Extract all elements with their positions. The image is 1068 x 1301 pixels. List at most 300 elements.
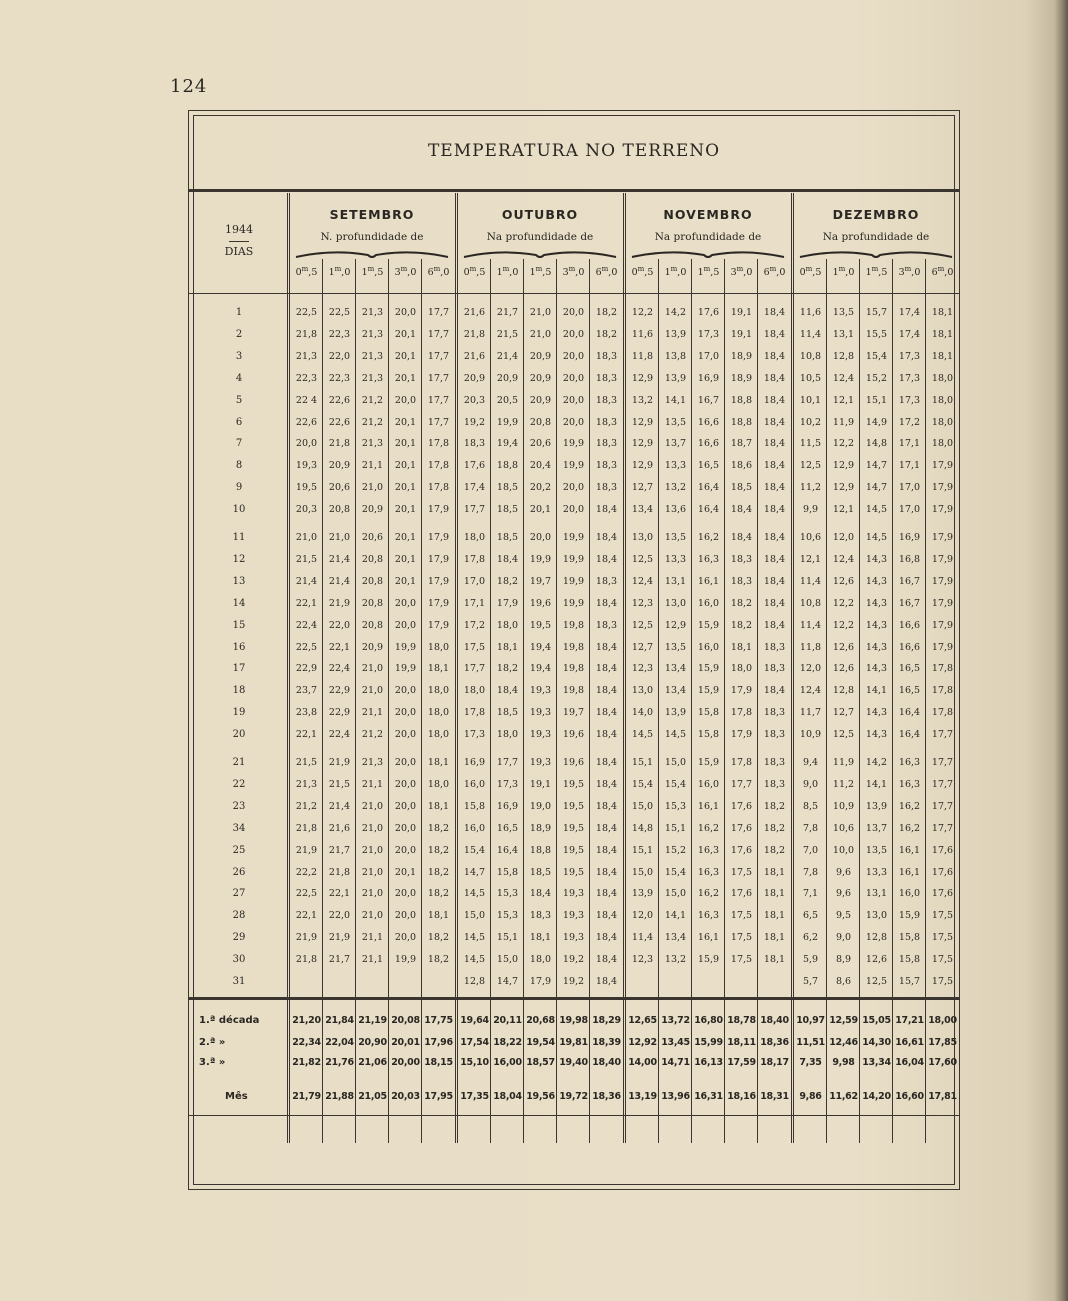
temperature-cell: 16,4	[697, 504, 720, 516]
temperature-cell: 20,1	[394, 575, 417, 587]
depth-header: 0$^m$,5	[295, 265, 318, 279]
temperature-cell: 22,0	[328, 350, 351, 362]
summary-cell: 12,65	[628, 1015, 657, 1026]
temperature-cell: 17,9	[496, 597, 519, 609]
temperature-cell: 21,0	[361, 685, 384, 697]
summary-cell: 18,22	[493, 1037, 522, 1048]
temperature-cell: 16,4	[697, 482, 720, 494]
temperature-cell: 17,7	[427, 307, 450, 318]
dias-divider	[229, 241, 249, 242]
temperature-cell: 20,9	[328, 460, 351, 472]
temperature-cell: 18,3	[763, 641, 786, 653]
summary-cell: 18,17	[760, 1057, 789, 1068]
temperature-cell: 11,4	[799, 575, 822, 587]
column-separator	[490, 259, 491, 1143]
summary-cell: 13,34	[862, 1057, 891, 1068]
temperature-cell: 17,5	[931, 910, 954, 922]
temperature-cell: 19,2	[562, 976, 585, 987]
temperature-cell: 21,0	[529, 307, 552, 318]
temperature-cell: 17,5	[730, 954, 753, 966]
temperature-cell: 22 4	[295, 394, 318, 406]
summary-cell: 15,99	[694, 1037, 723, 1048]
temperature-cell: 18,4	[595, 954, 618, 966]
temperature-cell: 15,8	[496, 866, 519, 878]
temperature-cell: 13,5	[664, 532, 687, 543]
temperature-cell: 8,6	[835, 976, 852, 987]
temperature-cell: 7,8	[802, 866, 819, 878]
temperature-cell: 18,2	[730, 597, 753, 609]
temperature-cell: 19,3	[562, 932, 585, 944]
temperature-cell: 18,1	[763, 888, 786, 900]
temperature-cell: 9,5	[835, 910, 852, 922]
temperature-cell: 14,5	[664, 729, 687, 741]
temperature-cell: 19,5	[562, 844, 585, 856]
month-mean-cell: 19,72	[559, 1091, 588, 1102]
depth-unit: m	[769, 265, 777, 273]
summary-cell: 21,84	[325, 1015, 354, 1026]
temperature-cell: 16,0	[463, 822, 486, 834]
temperature-cell: 20,0	[562, 350, 585, 362]
temperature-cell: 18,2	[763, 800, 786, 812]
temperature-cell: 21,4	[496, 350, 519, 362]
temperature-cell: 22,1	[295, 729, 318, 741]
temperature-cell: 20,8	[529, 416, 552, 428]
temperature-cell: 12,8	[463, 976, 486, 987]
temperature-cell: 12,5	[865, 976, 888, 987]
temperature-cell: 22,4	[328, 663, 351, 675]
temperature-cell: 21,8	[328, 438, 351, 450]
month-mean-cell: 13,19	[628, 1091, 657, 1102]
temperature-cell: 13,3	[664, 460, 687, 472]
temperature-cell: 20,0	[394, 307, 417, 318]
summary-cell: 10,97	[796, 1015, 825, 1026]
temperature-cell: 18,4	[595, 663, 618, 675]
temperature-cell: 21,5	[295, 553, 318, 565]
temperature-cell: 10,0	[832, 844, 855, 856]
temperature-cell: 12,5	[799, 460, 822, 472]
temperature-cell: 23,8	[295, 707, 318, 719]
temperature-cell: 19,6	[562, 757, 585, 768]
temperature-cell: 20,1	[529, 504, 552, 516]
temperature-cell: 14,5	[865, 504, 888, 516]
temperature-cell: 18,3	[763, 757, 786, 768]
temperature-cell: 19,9	[562, 597, 585, 609]
temperature-cell: 16,6	[697, 438, 720, 450]
temperature-cell: 16,0	[697, 641, 720, 653]
temperature-cell: 18,3	[595, 575, 618, 587]
temperature-cell: 21,8	[328, 866, 351, 878]
temperature-cell: 19,8	[562, 685, 585, 697]
temperature-cell: 17,7	[463, 663, 486, 675]
temperature-cell: 20,4	[529, 460, 552, 472]
temperature-cell: 17,3	[496, 778, 519, 790]
temperature-cell: 20,0	[394, 910, 417, 922]
temperature-cell: 18,1	[763, 910, 786, 922]
temperature-cell: 9,4	[802, 757, 819, 768]
temperature-cell: 18,0	[931, 394, 954, 406]
temperature-cell: 11,6	[631, 328, 654, 340]
temperature-cell: 17,6	[730, 822, 753, 834]
temperature-cell: 17,7	[931, 757, 954, 768]
summary-cell: 12,92	[628, 1037, 657, 1048]
column-separator	[523, 259, 524, 1143]
temperature-cell: 17,5	[931, 932, 954, 944]
temperature-cell: 20,0	[529, 532, 552, 543]
temperature-cell: 15,4	[865, 350, 888, 362]
temperature-cell: 20,8	[328, 504, 351, 516]
temperature-cell: 13,6	[664, 504, 687, 516]
summary-cell: 18,57	[526, 1057, 555, 1068]
temperature-cell: 21,0	[361, 663, 384, 675]
summary-cell: 15,05	[862, 1015, 891, 1026]
temperature-cell: 17,7	[931, 778, 954, 790]
summary-cell: 11,51	[796, 1037, 825, 1048]
temperature-cell: 10,6	[799, 532, 822, 543]
temperature-cell: 21,7	[496, 307, 519, 318]
temperature-cell: 13,4	[664, 932, 687, 944]
day-number: 5	[235, 394, 243, 406]
temperature-cell: 19,5	[562, 822, 585, 834]
temperature-cell: 18,1	[427, 800, 450, 812]
summary-cell: 7,35	[799, 1057, 822, 1068]
temperature-cell: 20,0	[394, 729, 417, 741]
temperature-cell: 18,5	[730, 482, 753, 494]
day-number: 15	[232, 619, 246, 631]
month-name: DEZEMBRO	[832, 207, 920, 222]
temperature-cell: 20,1	[394, 372, 417, 384]
summary-cell: 18,15	[424, 1057, 453, 1068]
summary-cell: 22,34	[292, 1037, 321, 1048]
temperature-cell: 17,8	[931, 663, 954, 675]
temperature-cell: 16,2	[898, 800, 921, 812]
depth-header: 6$^m$,0	[427, 265, 450, 279]
temperature-cell: 18,3	[763, 778, 786, 790]
month-mean-cell: 20,03	[391, 1091, 420, 1102]
temperature-cell: 21,1	[361, 460, 384, 472]
temperature-cell: 17,8	[931, 685, 954, 697]
summary-cell: 17,75	[424, 1015, 453, 1026]
temperature-cell: 20,0	[394, 932, 417, 944]
temperature-cell: 19,5	[562, 866, 585, 878]
day-number: 20	[232, 729, 246, 741]
temperature-cell: 17,1	[898, 438, 921, 450]
month-subtitle: Na profundidade de	[822, 231, 930, 243]
depth-header: 3$^m$,0	[730, 265, 753, 279]
temperature-cell: 15,9	[898, 910, 921, 922]
temperature-cell: 16,6	[898, 641, 921, 653]
temperature-cell: 17,9	[427, 575, 450, 587]
temperature-cell: 22,3	[328, 328, 351, 340]
temperature-cell: 21,3	[295, 778, 318, 790]
depth-header: 1$^m$,0	[664, 265, 687, 279]
temperature-cell: 12,1	[832, 394, 855, 406]
depth-unit: m	[904, 265, 912, 273]
temperature-cell: 14,5	[463, 932, 486, 944]
temperature-cell: 21,9	[328, 597, 351, 609]
summary-label: 2.ª »	[199, 1037, 226, 1048]
depth-unit: m	[433, 265, 441, 273]
temperature-cell: 21,1	[361, 778, 384, 790]
temperature-cell: 12,7	[631, 482, 654, 494]
temperature-cell: 13,4	[664, 685, 687, 697]
temperature-cell: 20,5	[496, 394, 519, 406]
temperature-cell: 18,0	[931, 416, 954, 428]
temperature-cell: 16,4	[898, 729, 921, 741]
temperature-cell: 18,4	[595, 532, 618, 543]
temperature-cell: 22,5	[328, 307, 351, 318]
temperature-cell: 20,1	[394, 866, 417, 878]
temperature-cell: 20,9	[463, 372, 486, 384]
temperature-cell: 15,1	[865, 394, 888, 406]
month-mean-cell: 9,86	[799, 1091, 822, 1102]
month-mean-cell: 16,31	[694, 1091, 723, 1102]
temperature-cell: 17,7	[427, 416, 450, 428]
temperature-cell: 20,0	[394, 888, 417, 900]
temperature-cell: 11,9	[832, 757, 855, 768]
temperature-cell: 18,0	[427, 729, 450, 741]
temperature-cell: 16,7	[697, 394, 720, 406]
temperature-cell: 17,1	[463, 597, 486, 609]
temperature-cell: 18,8	[730, 416, 753, 428]
temperature-cell: 18,2	[427, 866, 450, 878]
temperature-cell: 14,0	[631, 707, 654, 719]
summary-cell: 19,98	[559, 1015, 588, 1026]
day-number: 8	[235, 460, 243, 472]
temperature-cell: 18,2	[427, 932, 450, 944]
temperature-cell: 10,8	[799, 597, 822, 609]
month-name: SETEMBRO	[329, 207, 415, 222]
temperature-cell: 18,3	[595, 372, 618, 384]
temperature-cell: 21,3	[295, 350, 318, 362]
temperature-cell: 16,9	[697, 372, 720, 384]
temperature-cell: 16,3	[898, 757, 921, 768]
temperature-cell: 13,9	[865, 800, 888, 812]
temperature-cell: 10,9	[832, 800, 855, 812]
temperature-cell: 21,2	[361, 729, 384, 741]
temperature-cell: 20,0	[295, 438, 318, 450]
temperature-cell: 20,6	[529, 438, 552, 450]
temperature-cell: 21,6	[463, 350, 486, 362]
temperature-cell: 20,1	[394, 504, 417, 516]
temperature-cell: 12,8	[832, 685, 855, 697]
temperature-cell: 22,5	[295, 888, 318, 900]
temperature-cell: 14,2	[664, 307, 687, 318]
depth-unit: m	[670, 265, 678, 273]
temperature-cell: 21,0	[361, 822, 384, 834]
temperature-cell: 21,0	[361, 910, 384, 922]
temperature-cell: 19,7	[562, 707, 585, 719]
temperature-cell: 17,5	[463, 641, 486, 653]
temperature-cell: 19,9	[562, 532, 585, 543]
temperature-cell: 16,1	[697, 575, 720, 587]
temperature-cell: 19,1	[730, 328, 753, 340]
depth-unit: m	[301, 265, 309, 273]
temperature-cell: 18,8	[730, 394, 753, 406]
temperature-cell: 20,0	[562, 394, 585, 406]
depth-header: 0$^m$,5	[463, 265, 486, 279]
header-brace	[294, 247, 450, 259]
temperature-cell: 19,9	[562, 460, 585, 472]
temperature-cell: 16,8	[898, 553, 921, 565]
summary-cell: 13,45	[661, 1037, 690, 1048]
temperature-cell: 17,5	[730, 910, 753, 922]
summary-cell: 20,11	[493, 1015, 522, 1026]
temperature-cell: 18,0	[427, 707, 450, 719]
temperature-cell: 21,9	[295, 844, 318, 856]
depth-header: 6$^m$,0	[595, 265, 618, 279]
temperature-cell: 18,4	[529, 888, 552, 900]
temperature-cell: 20,1	[394, 438, 417, 450]
temperature-cell: 18,4	[763, 482, 786, 494]
temperature-cell: 20,0	[394, 619, 417, 631]
temperature-cell: 13,7	[865, 822, 888, 834]
temperature-cell: 15,9	[697, 619, 720, 631]
day-number: 14	[232, 597, 246, 609]
temperature-cell: 17,2	[463, 619, 486, 631]
temperature-cell: 12,4	[832, 553, 855, 565]
temperature-cell: 14,7	[496, 976, 519, 987]
book-spine	[1054, 0, 1068, 1301]
summary-cell: 17,60	[928, 1057, 957, 1068]
day-number: 26	[232, 866, 246, 878]
temperature-cell: 19,6	[529, 597, 552, 609]
temperature-cell: 22,6	[328, 416, 351, 428]
day-number: 25	[232, 844, 246, 856]
temperature-cell: 12,9	[832, 460, 855, 472]
temperature-cell: 22,5	[295, 641, 318, 653]
temperature-cell: 16,9	[496, 800, 519, 812]
temperature-cell: 12,2	[832, 438, 855, 450]
depth-unit: m	[871, 265, 879, 273]
temperature-cell: 18,4	[595, 976, 618, 987]
temperature-cell: 17,7	[427, 350, 450, 362]
temperature-cell: 18,5	[496, 707, 519, 719]
summary-cell: 18,36	[760, 1037, 789, 1048]
summary-cell: 16,61	[895, 1037, 924, 1048]
temperature-cell: 17,2	[898, 416, 921, 428]
temperature-cell: 13,1	[865, 888, 888, 900]
temperature-cell: 11,5	[799, 438, 822, 450]
temperature-cell: 17,7	[931, 800, 954, 812]
temperature-cell: 15,4	[664, 866, 687, 878]
temperature-cell: 21,0	[361, 866, 384, 878]
temperature-cell: 15,4	[664, 778, 687, 790]
temperature-cell: 19,8	[562, 619, 585, 631]
temperature-cell: 18,4	[595, 932, 618, 944]
temperature-cell: 18,0	[427, 778, 450, 790]
temperature-cell: 14,5	[865, 532, 888, 543]
depth-unit: m	[502, 265, 510, 273]
column-separator	[826, 259, 827, 1143]
table-title: TEMPERATURA NO TERRENO	[427, 141, 721, 161]
temperature-cell: 18,3	[595, 482, 618, 494]
temperature-cell: 22,4	[295, 619, 318, 631]
temperature-cell: 21,1	[361, 707, 384, 719]
temperature-cell: 17,8	[730, 757, 753, 768]
temperature-cell: 19,5	[562, 800, 585, 812]
temperature-cell: 10,2	[799, 416, 822, 428]
temperature-cell: 18,3	[763, 663, 786, 675]
temperature-cell: 14,9	[865, 416, 888, 428]
temperature-cell: 13,1	[664, 575, 687, 587]
temperature-cell: 14,3	[865, 597, 888, 609]
temperature-cell: 19,3	[295, 460, 318, 472]
day-number: 4	[235, 372, 243, 384]
temperature-cell: 20,0	[394, 707, 417, 719]
temperature-cell: 15,0	[664, 888, 687, 900]
temperature-cell: 21,4	[328, 575, 351, 587]
temperature-cell: 11,7	[799, 707, 822, 719]
temperature-cell: 22,9	[328, 707, 351, 719]
temperature-cell: 16,3	[898, 778, 921, 790]
temperature-cell: 7,1	[802, 888, 819, 900]
temperature-cell: 15,2	[664, 844, 687, 856]
temperature-cell: 20,8	[361, 575, 384, 587]
depth-header: 1$^m$,5	[529, 265, 552, 279]
month-mean-cell: 17,81	[928, 1091, 957, 1102]
summary-cell: 12,59	[829, 1015, 858, 1026]
month-name: OUTUBRO	[501, 207, 579, 222]
temperature-cell: 5,7	[802, 976, 819, 987]
summary-cell: 17,59	[727, 1057, 756, 1068]
temperature-cell: 17,6	[730, 800, 753, 812]
depth-unit: m	[400, 265, 408, 273]
summary-cell: 18,78	[727, 1015, 756, 1026]
temperature-cell: 18,2	[730, 619, 753, 631]
temperature-cell: 16,0	[898, 888, 921, 900]
temperature-cell: 18,1	[427, 757, 450, 768]
temperature-cell: 16,9	[898, 532, 921, 543]
temperature-cell: 18,4	[595, 866, 618, 878]
depth-unit: m	[568, 265, 576, 273]
temperature-cell: 18,4	[763, 685, 786, 697]
temperature-cell: 17,9	[931, 641, 954, 653]
depth-unit: m	[367, 265, 375, 273]
temperature-cell: 19,3	[562, 910, 585, 922]
temperature-cell: 18,1	[763, 954, 786, 966]
temperature-cell: 19,2	[562, 954, 585, 966]
temperature-cell: 21,0	[361, 800, 384, 812]
temperature-cell: 21,1	[361, 932, 384, 944]
temperature-cell: 12,9	[832, 482, 855, 494]
temperature-cell: 5,9	[802, 954, 819, 966]
temperature-cell: 21,3	[361, 372, 384, 384]
temperature-cell: 19,1	[730, 307, 753, 318]
temperature-cell: 8,5	[802, 800, 819, 812]
column-separator	[859, 259, 860, 1143]
day-number: 12	[232, 553, 246, 565]
temperature-cell: 18,3	[730, 553, 753, 565]
month-mean-cell: 13,96	[661, 1091, 690, 1102]
month-mean-cell: 21,79	[292, 1091, 321, 1102]
column-separator	[658, 259, 659, 1143]
month-name: NOVEMBRO	[663, 207, 753, 222]
temperature-cell: 18,8	[529, 844, 552, 856]
temperature-cell: 15,1	[631, 844, 654, 856]
depth-header-rule	[189, 293, 959, 294]
temperature-cell: 15,9	[697, 954, 720, 966]
header-brace	[798, 247, 954, 259]
temperature-cell: 17,7	[427, 372, 450, 384]
temperature-cell: 14,5	[463, 888, 486, 900]
temperature-cell: 19,4	[496, 438, 519, 450]
temperature-cell: 16,3	[697, 866, 720, 878]
temperature-cell: 13,4	[664, 663, 687, 675]
temperature-cell: 21,3	[361, 307, 384, 318]
temperature-cell: 18,4	[730, 504, 753, 516]
temperature-cell: 12,2	[832, 597, 855, 609]
temperature-cell: 18,1	[763, 866, 786, 878]
